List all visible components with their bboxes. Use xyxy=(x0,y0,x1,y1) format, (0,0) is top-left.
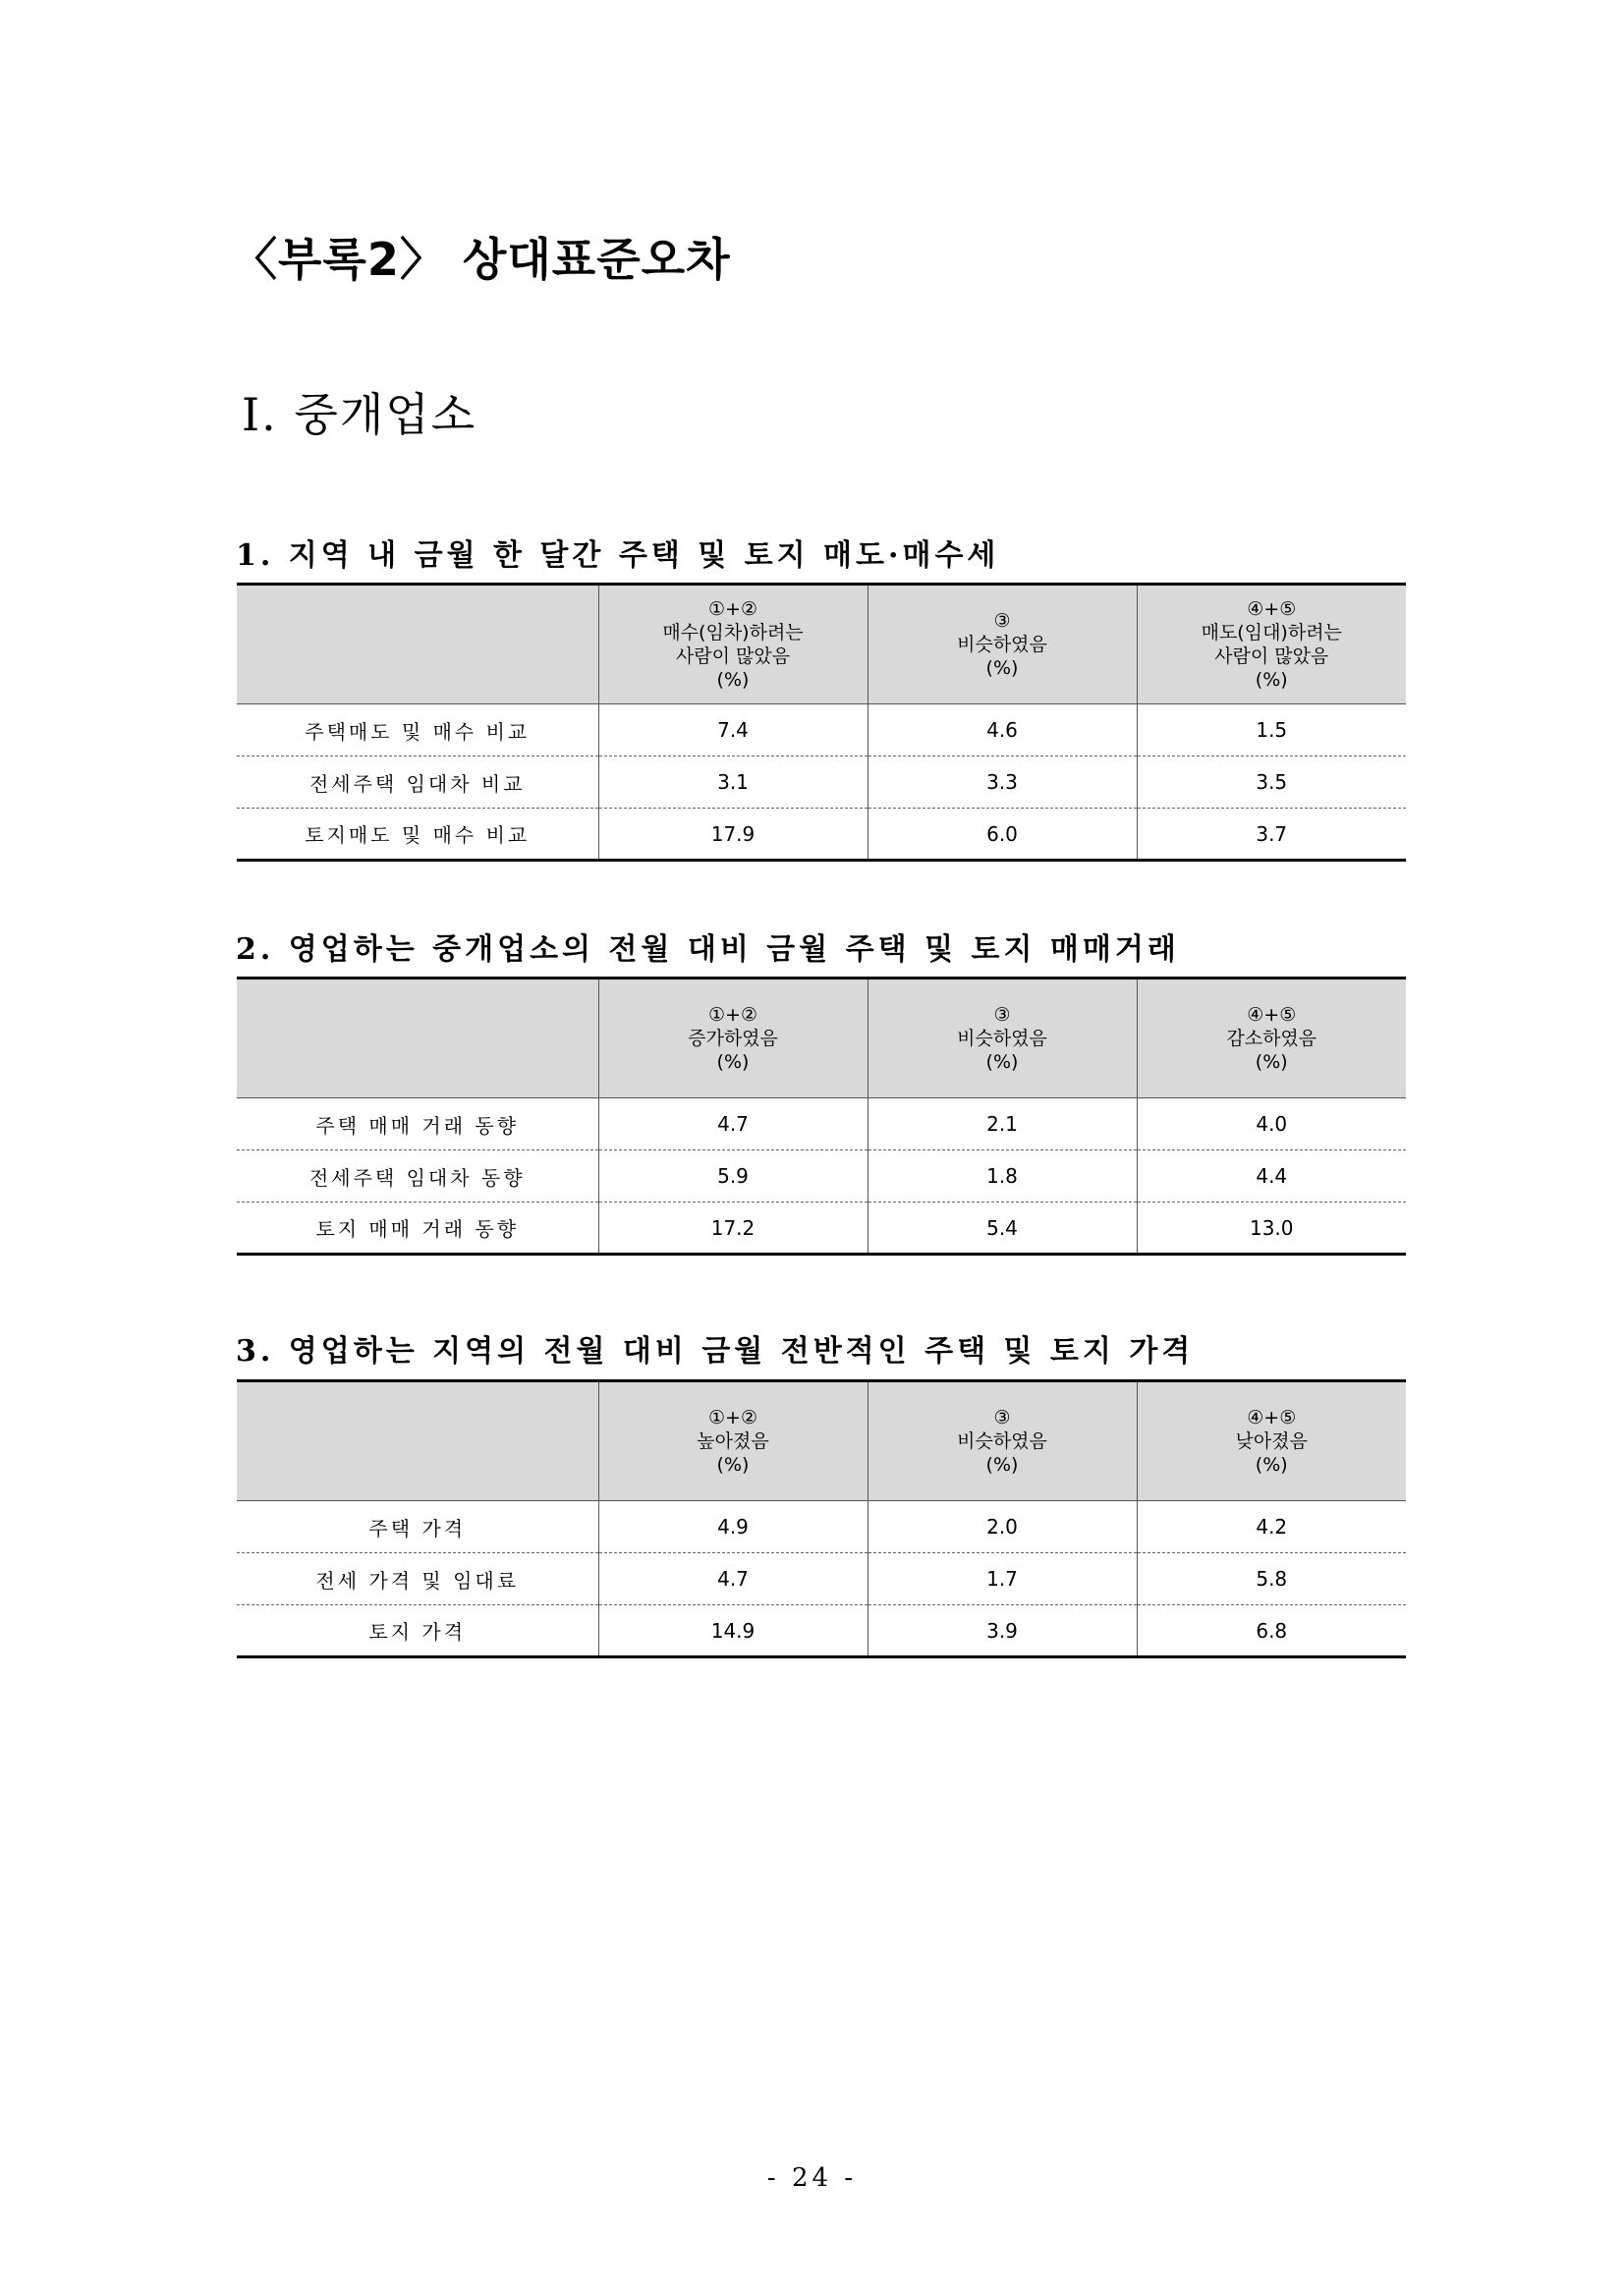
column-header xyxy=(1137,979,1406,1098)
header-line: 증가하였음 xyxy=(688,1028,778,1049)
table-cell: 1.7 xyxy=(868,1553,1137,1605)
header-line: 높아졌음 xyxy=(697,1430,769,1452)
header-line: ①+② xyxy=(708,1407,757,1428)
column-header xyxy=(1137,1381,1406,1501)
table-cell: 3.1 xyxy=(598,756,868,809)
header-line: ①+② xyxy=(708,598,757,620)
table-cell: 3.5 xyxy=(1137,756,1406,809)
row-label: 전세 가격 및 임대료 xyxy=(237,1553,598,1605)
header-line: (%) xyxy=(985,1454,1019,1476)
header-blank-cell xyxy=(237,585,598,704)
table-cell: 2.1 xyxy=(868,1098,1137,1150)
header-line: (%) xyxy=(716,1051,750,1073)
table-row xyxy=(237,809,1406,861)
header-blank-cell xyxy=(237,1381,598,1501)
table-row xyxy=(237,1203,1406,1255)
column-header xyxy=(868,1381,1137,1501)
table-row xyxy=(237,756,1406,809)
table-cell: 1.8 xyxy=(868,1150,1137,1203)
header-line: (%) xyxy=(1255,1454,1288,1476)
column-header xyxy=(868,585,1137,704)
row-label: 전세주택 임대차 비교 xyxy=(237,756,598,809)
table-1-heading: 1. 지역 내 금월 한 달간 주택 및 토지 매도·매수세 xyxy=(236,538,1000,573)
table-cell: 7.4 xyxy=(598,704,868,756)
table-cell: 6.8 xyxy=(1137,1605,1406,1657)
column-header xyxy=(868,979,1137,1098)
table-cell: 17.9 xyxy=(598,809,868,861)
header-line: (%) xyxy=(985,1051,1019,1073)
header-line: 사람이 많았음 xyxy=(1214,645,1329,667)
table-cell: 4.7 xyxy=(598,1553,868,1605)
table-1 xyxy=(237,583,1406,862)
table-cell: 5.4 xyxy=(868,1203,1137,1255)
header-line: (%) xyxy=(1255,1051,1288,1073)
table-cell: 4.7 xyxy=(598,1098,868,1150)
column-header xyxy=(598,585,868,704)
header-line: 사람이 많았음 xyxy=(675,645,791,667)
table-cell: 17.2 xyxy=(598,1203,868,1255)
column-header xyxy=(598,1381,868,1501)
header-line: ④+⑤ xyxy=(1247,1004,1297,1026)
table-cell: 4.6 xyxy=(868,704,1137,756)
row-label: 전세주택 임대차 동향 xyxy=(237,1150,598,1203)
table-cell: 4.0 xyxy=(1137,1098,1406,1150)
table-row xyxy=(237,704,1406,756)
table-row xyxy=(237,1553,1406,1605)
header-line: ③ xyxy=(993,1004,1011,1026)
header-line: ①+② xyxy=(708,1004,757,1026)
header-line: 감소하였음 xyxy=(1226,1028,1317,1049)
section-title: Ⅰ. 중개업소 xyxy=(242,388,477,441)
table-cell: 5.9 xyxy=(598,1150,868,1203)
header-line: 비슷하였음 xyxy=(957,1028,1047,1049)
table-row xyxy=(237,1605,1406,1657)
header-line: ④+⑤ xyxy=(1247,598,1297,620)
row-label: 토지 가격 xyxy=(237,1605,598,1657)
table-row xyxy=(237,1150,1406,1203)
header-line: 낮아졌음 xyxy=(1235,1430,1308,1452)
table-row xyxy=(237,1501,1406,1553)
row-label: 주택매도 및 매수 비교 xyxy=(237,704,598,756)
table-cell: 4.2 xyxy=(1137,1501,1406,1553)
table-cell: 6.0 xyxy=(868,809,1137,861)
table-cell: 14.9 xyxy=(598,1605,868,1657)
header-line: (%) xyxy=(1255,669,1288,691)
table-header-row xyxy=(237,979,1406,1098)
table-cell: 4.4 xyxy=(1137,1150,1406,1203)
row-label: 주택 매매 거래 동향 xyxy=(237,1098,598,1150)
header-line: 비슷하였음 xyxy=(957,1430,1047,1452)
table-3-heading: 3. 영업하는 지역의 전월 대비 금월 전반적인 주택 및 토지 가격 xyxy=(236,1334,1195,1369)
column-header xyxy=(598,979,868,1098)
column-header xyxy=(1137,585,1406,704)
header-line: 매수(임차)하려는 xyxy=(662,622,804,644)
row-label: 주택 가격 xyxy=(237,1501,598,1553)
header-line: (%) xyxy=(716,1454,750,1476)
header-line: ③ xyxy=(993,1407,1011,1428)
header-line: (%) xyxy=(716,669,750,691)
header-blank-cell xyxy=(237,979,598,1098)
table-2 xyxy=(237,977,1406,1256)
table-cell: 13.0 xyxy=(1137,1203,1406,1255)
table-cell: 5.8 xyxy=(1137,1553,1406,1605)
table-row xyxy=(237,1098,1406,1150)
header-line: 비슷하였음 xyxy=(957,634,1047,655)
header-line: (%) xyxy=(985,657,1019,679)
header-line: 매도(임대)하려는 xyxy=(1201,622,1342,644)
table-cell: 2.0 xyxy=(868,1501,1137,1553)
header-line: ④+⑤ xyxy=(1247,1407,1297,1428)
page-number: - 24 - xyxy=(766,2163,858,2193)
document-title: 〈부록2〉 상대표준오차 xyxy=(232,233,731,286)
table-cell: 3.3 xyxy=(868,756,1137,809)
table-cell: 4.9 xyxy=(598,1501,868,1553)
row-label: 토지매도 및 매수 비교 xyxy=(237,809,598,861)
header-line: ③ xyxy=(993,610,1011,632)
table-cell: 3.9 xyxy=(868,1605,1137,1657)
table-header-row xyxy=(237,1381,1406,1501)
table-cell: 3.7 xyxy=(1137,809,1406,861)
table-header-row xyxy=(237,585,1406,704)
row-label: 토지 매매 거래 동향 xyxy=(237,1203,598,1255)
table-3 xyxy=(237,1379,1406,1658)
table-cell: 1.5 xyxy=(1137,704,1406,756)
table-2-heading: 2. 영업하는 중개업소의 전월 대비 금월 주택 및 토지 매매거래 xyxy=(236,932,1180,967)
